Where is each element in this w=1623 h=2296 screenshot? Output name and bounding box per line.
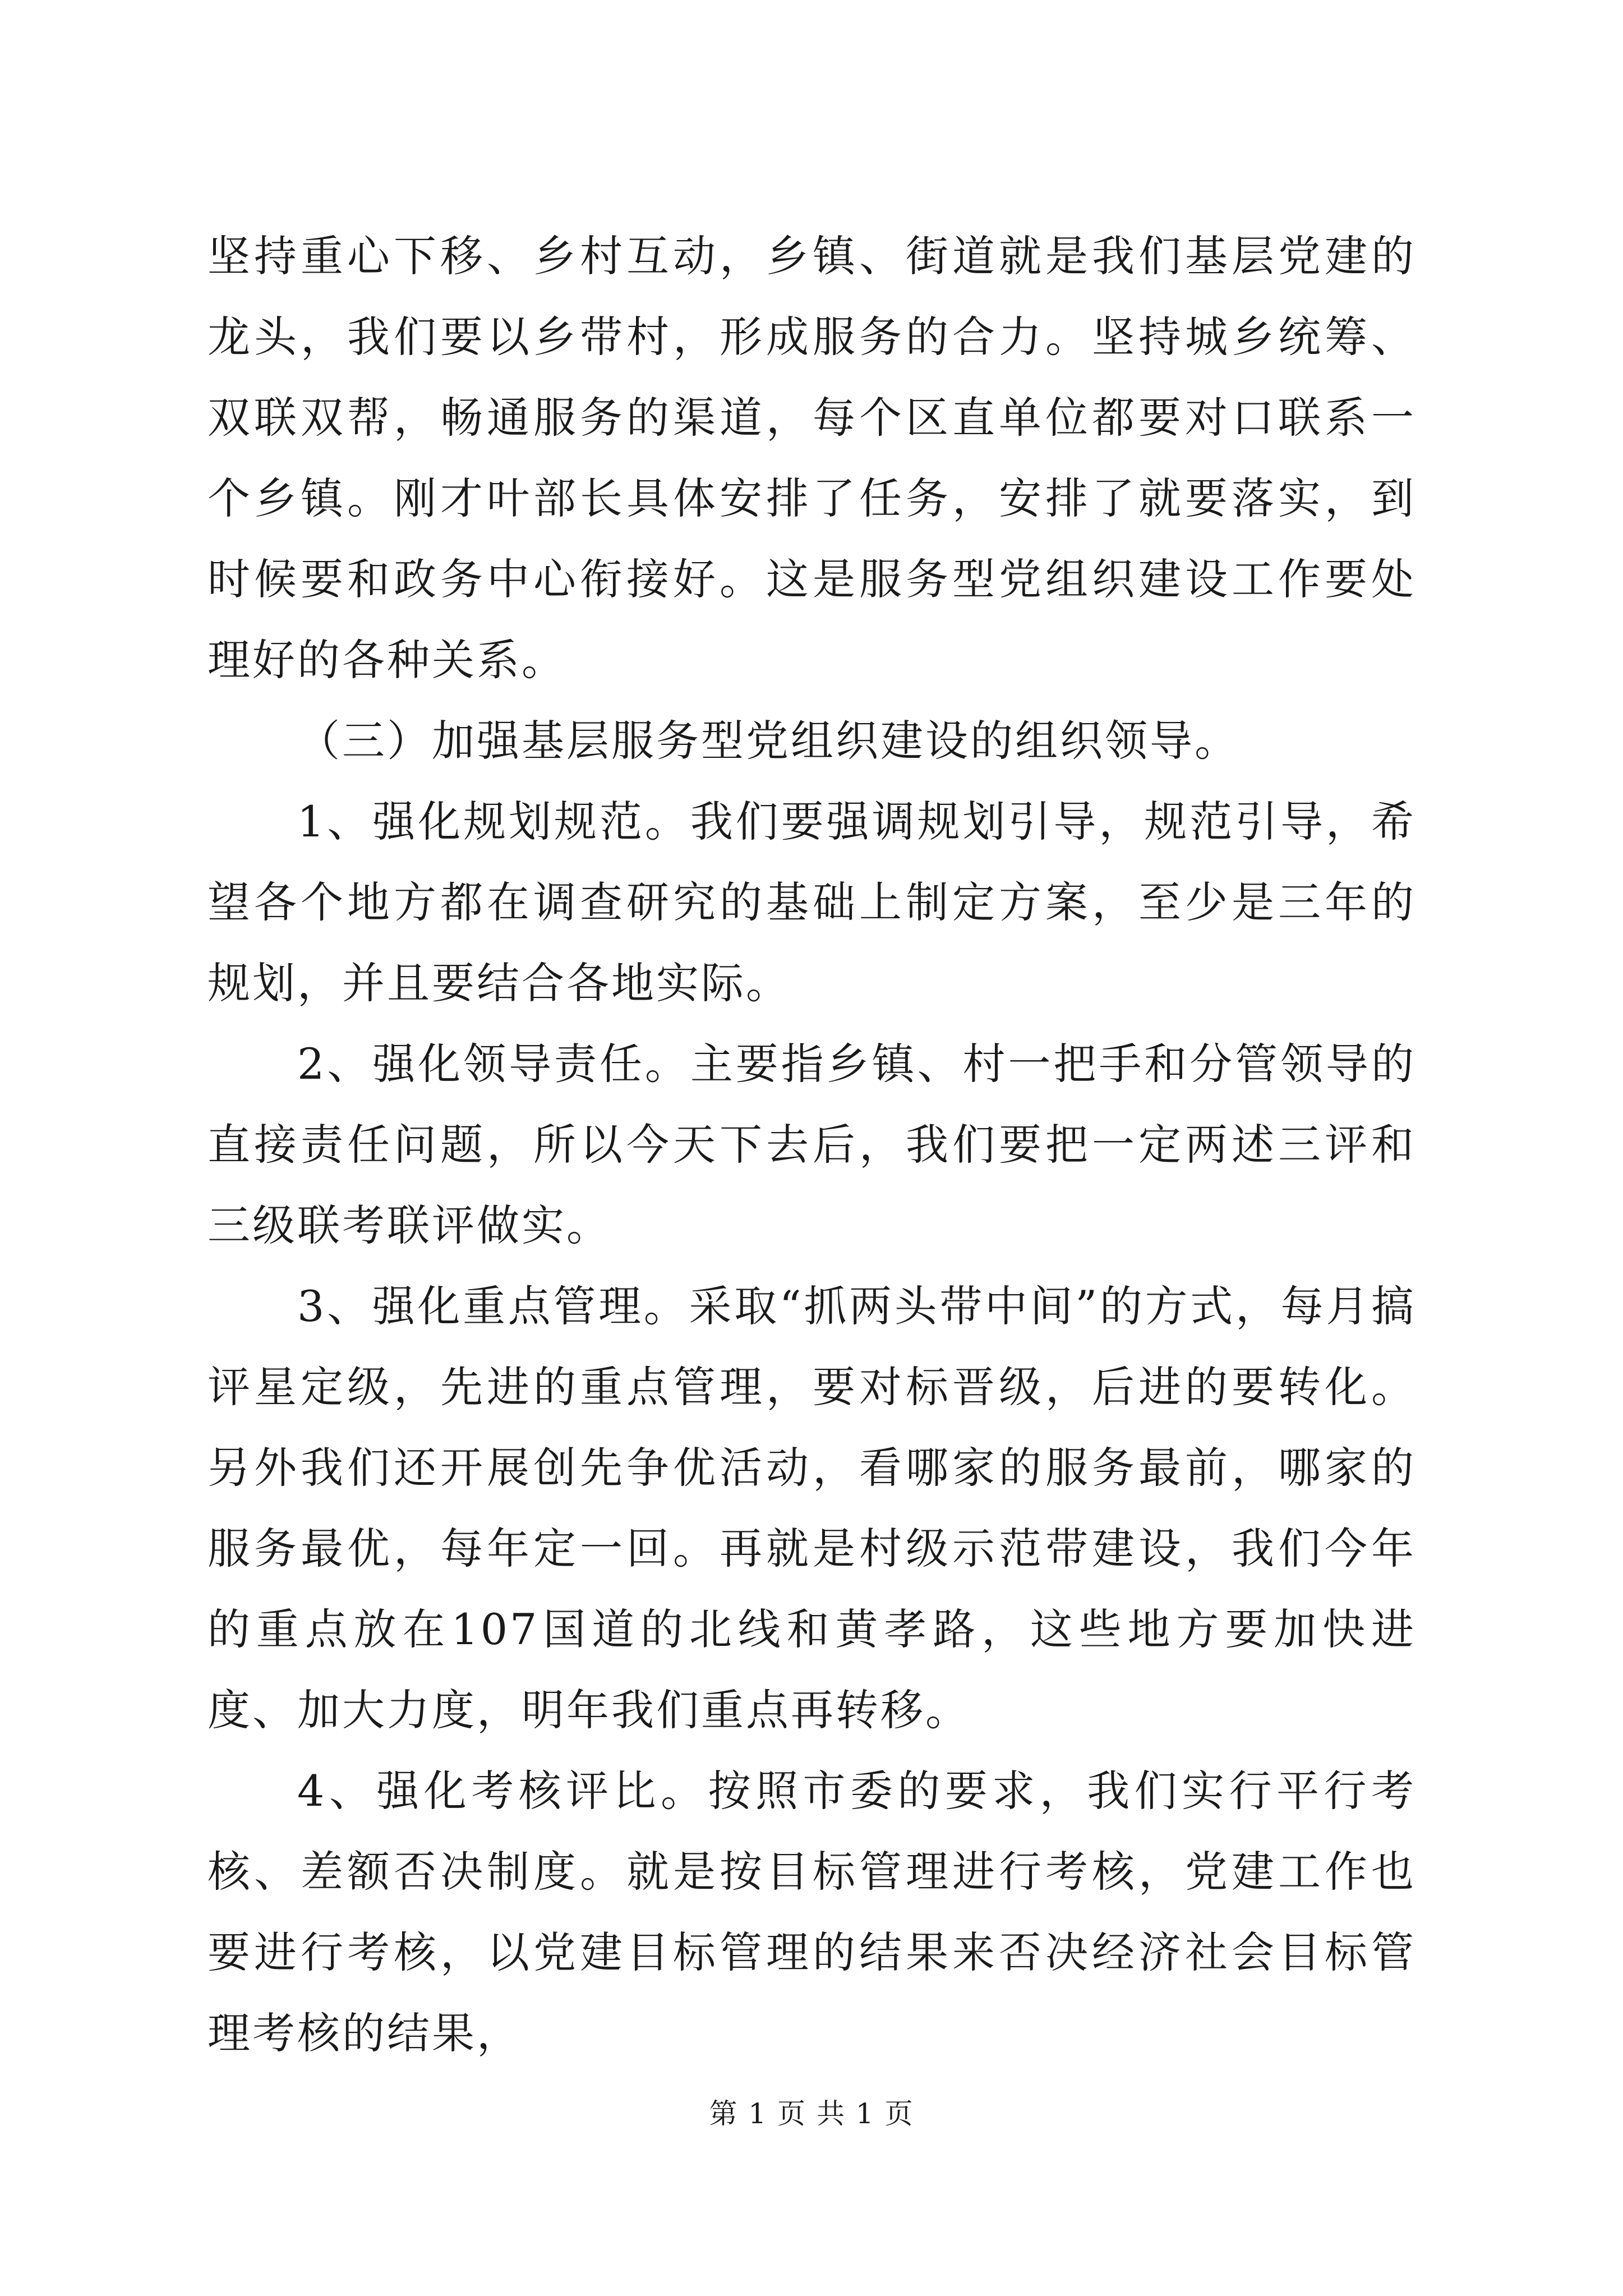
paragraph-item-2: 2、强化领导责任。主要指乡镇、村一把手和分管领导的直接责任问题，所以今天下去后，我们要把一定两述三评和三级联考联评做实。 [208,1039,1416,1250]
paragraph-item-4: 4、强化考核评比。按照市委的要求，我们实行平行考核、差额否决制度。就是按目标管理进行考核，党建工作也要进行考核，以党建目标管理的结果来否决经济社会目标管理考核的结果， [208,1766,1416,2058]
paragraph-item-1: 1、强化规划规范。我们要强调规划引导，规范引导，希望各个地方都在调查研究的基础上制定方案，至少是三年的规划，并且要结合各地实际。 [208,797,1416,1008]
document-body [208,216,1416,2074]
page-footer: 第 1 页 共 1 页 [709,2097,914,2130]
paragraph-item-3: 3、强化重点管理。采取“抓两头带中间”的方式，每月搞评星定级，先进的重点管理，要对标晋级，后进的要转化。另外我们还开展创先争优活动，看哪家的服务最前，哪家的服务最优，每年定一回。再就是村级示范带建设，我们今年的重点放在107国道的北线和黄孝路，这些地方要加快进度、加大力度，明年我们重点再转移。 [208,1281,1416,1735]
paragraph-continuation: 坚持重心下移、乡村互动，乡镇、街道就是我们基层党建的龙头，我们要以乡带村，形成服务的合力。坚持城乡统筹、双联双帮，畅通服务的渠道，每个区直单位都要对口联系一个乡镇。刚才叶部长具体安排了任务，安排了就要落实，到时候要和政务中心衔接好。这是服务型党组织建设工作要处理好的各种关系。 [208,231,1416,685]
section-heading: （三）加强基层服务型党组织建设的组织领导。 [297,716,1239,766]
